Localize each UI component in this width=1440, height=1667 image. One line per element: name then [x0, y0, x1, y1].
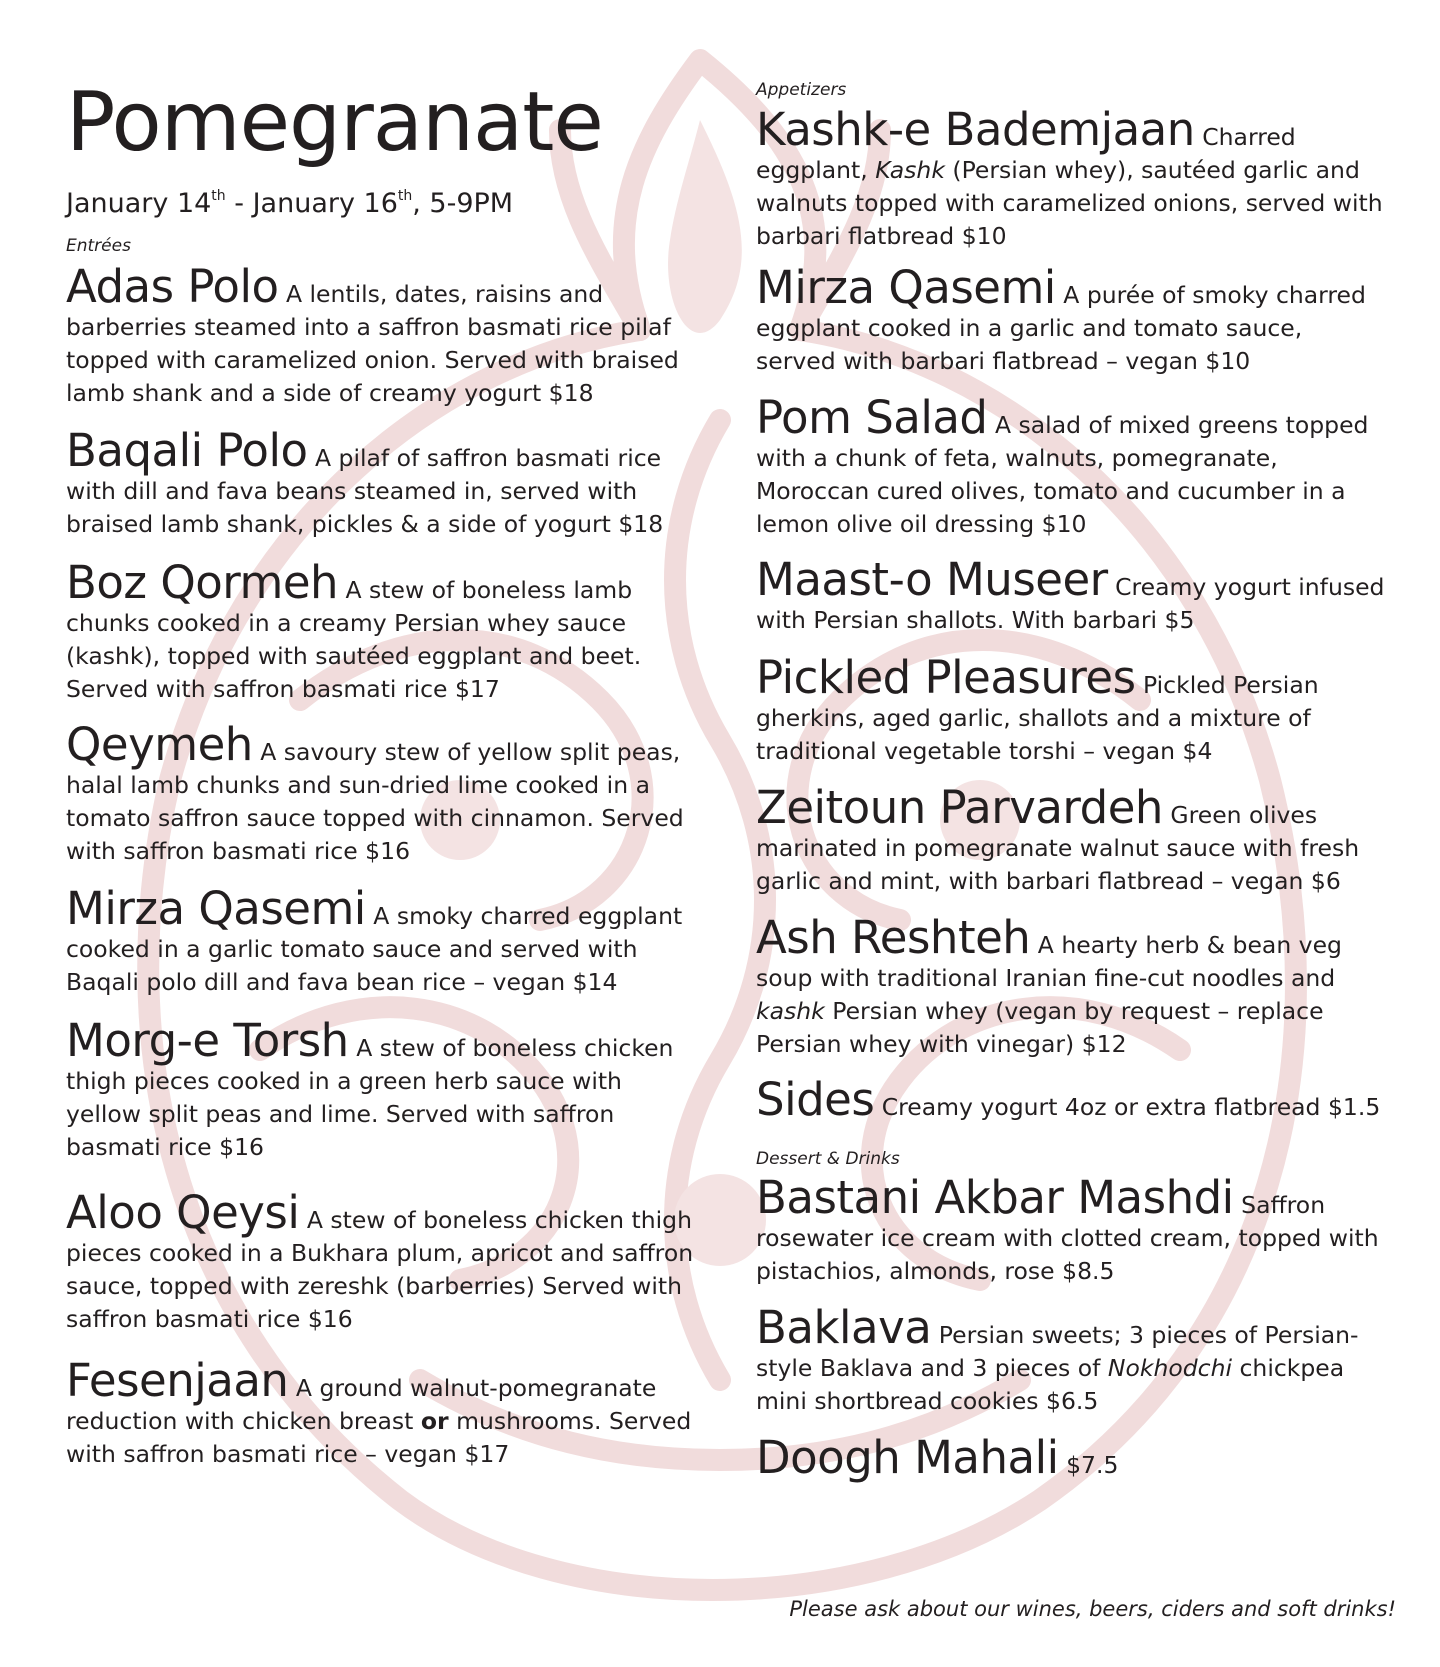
date-end: - January 16 — [225, 188, 398, 219]
date-start-sup: th — [211, 188, 226, 204]
section-desserts: Dessert & Drinks — [756, 1149, 900, 1169]
item-desc: mushrooms. Served with saffron basmati rice – vegan — [66, 1407, 692, 1468]
menu-item — [66, 882, 696, 999]
item-price: $7.5 — [1066, 1451, 1119, 1479]
item-price: $18 — [618, 510, 664, 538]
item-name: Zeitoun Parvardeh — [756, 781, 1163, 834]
item-name: Baqali Polo — [66, 424, 308, 477]
item-price: $16 — [365, 837, 411, 865]
item-desc: Persian whey (vegan by request – replace Persian whey with vinegar) — [756, 997, 1324, 1058]
item-price: $10 — [961, 222, 1007, 250]
item-desc: A stew of boneless chicken thigh pieces cooked in a green herb sauce with yellow split peas and lime. Served with saffron basmati rice — [66, 1034, 674, 1161]
item-price: $6 — [1310, 867, 1341, 895]
item-desc: A purée of smoky charred eggplant cooked in a garlic and tomato sauce, served with barbari flatbread – vegan — [756, 281, 1366, 375]
menu-item — [66, 424, 696, 541]
item-desc: Creamy yogurt infused with Persian shallots. With barbari — [756, 573, 1385, 634]
menu-item — [756, 1301, 1386, 1418]
item-price: $18 — [548, 379, 594, 407]
item-name: Aloo Qeysi — [66, 1186, 300, 1239]
item-desc: A smoky charred eggplant cooked in a garlic tomato sauce and served with Baqali polo dill and fava bean rice – vegan — [66, 902, 683, 996]
item-desc-em: Kashk — [875, 156, 945, 184]
item-name: Bastani Akbar Mashdi — [756, 1171, 1234, 1224]
item-name: Kashk-e Bademjaan — [756, 103, 1195, 156]
date-hours: , 5-9PM — [412, 188, 514, 219]
restaurant-title: Pomegranate — [66, 75, 603, 170]
item-desc: Persian sweets; 3 pieces of Persian-style Baklava and 3 pieces of — [756, 1321, 1359, 1382]
item-desc: Creamy yogurt 4oz or extra flatbread — [881, 1093, 1321, 1121]
item-desc: Saffron rosewater ice cream with clotted cream, topped with pistachios, almonds, rose — [756, 1191, 1379, 1285]
menu-item — [66, 718, 696, 868]
item-price: $6.5 — [1046, 1387, 1099, 1415]
menu-item — [756, 391, 1386, 541]
menu-item — [66, 556, 696, 706]
item-desc: Charred eggplant, — [756, 123, 1296, 184]
item-desc: A savoury stew of yellow split peas, halal lamb chunks and sun-dried lime cooked in a tomato saffron sauce topped with cinnamon. Served with saffron basmati rice — [66, 738, 684, 865]
event-dates — [66, 188, 513, 220]
item-price: $1.5 — [1327, 1093, 1381, 1121]
item-price: $5 — [1164, 606, 1195, 634]
item-name: Morg-e Torsh — [66, 1014, 349, 1067]
item-desc-or: or — [420, 1407, 449, 1435]
menu-item — [756, 911, 1386, 1061]
item-price: $14 — [572, 968, 618, 996]
menu-item — [756, 1431, 1386, 1484]
item-desc: A stew of boneless lamb chunks cooked in a creamy Persian whey sauce (kashk), topped with sautéed eggplant and beet. Served with saffron basmati rice — [66, 576, 642, 703]
item-name: Adas Polo — [66, 260, 279, 313]
date-start: January 14 — [66, 188, 212, 219]
item-name: Boz Qormeh — [66, 556, 339, 609]
section-appetizers: Appetizers — [756, 80, 847, 100]
item-price: $16 — [219, 1133, 264, 1161]
item-name: Fesenjaan — [66, 1354, 289, 1407]
menu-item — [66, 1014, 696, 1164]
menu-item — [66, 1354, 696, 1471]
item-desc: A hearty herb & bean veg soup with traditional Iranian fine-cut noodles and — [756, 931, 1342, 992]
item-price: $17 — [454, 675, 500, 703]
drinks-note: Please ask about our wines, beers, ciders and soft drinks! — [789, 1597, 1396, 1621]
menu-item — [756, 261, 1386, 378]
section-entrees: Entrées — [66, 236, 131, 256]
item-desc: A stew of boneless chicken thigh pieces cooked in a Bukhara plum, apricot and saffron sauce, topped with zereshk (barberries) Served with saffron basmati rice — [66, 1206, 694, 1333]
item-name: Mirza Qasemi — [756, 261, 1056, 314]
menu-item — [756, 651, 1386, 768]
date-end-sup: th — [397, 188, 413, 204]
item-desc-em: kashk — [756, 997, 825, 1025]
item-name: Maast-o Museer — [756, 553, 1108, 606]
item-price: $4 — [1182, 737, 1213, 765]
item-desc: A ground walnut-pomegranate reduction with chicken breast — [66, 1374, 657, 1435]
item-price: $12 — [1081, 1030, 1127, 1058]
item-desc: chickpea mini shortbread cookies — [756, 1354, 1345, 1415]
item-name: Mirza Qasemi — [66, 882, 366, 935]
item-desc: Pickled Persian gherkins, aged garlic, shallots and a mixture of traditional vegetable torshi – vegan — [756, 671, 1319, 765]
item-desc: Green olives marinated in pomegranate walnut sauce with fresh garlic and mint, with barbari flatbread – vegan — [756, 801, 1360, 895]
item-name: Baklava — [756, 1301, 932, 1354]
item-name: Sides — [756, 1073, 875, 1126]
item-desc: A pilaf of saffron basmati rice with dill and fava beans steamed in, served with braised lamb shank, pickles & a side of yogurt — [66, 444, 662, 538]
menu-item — [756, 1171, 1386, 1288]
item-price: $8.5 — [1062, 1257, 1115, 1285]
item-name: Pickled Pleasures — [756, 651, 1136, 704]
menu-item — [756, 1073, 1386, 1126]
item-desc: A lentils, dates, raisins and barberries steamed into a saffron basmati rice pilaf topped with caramelized onion. Served with braised lamb shank and a side of creamy yogurt — [66, 280, 679, 407]
item-price: $17 — [464, 1440, 510, 1468]
menu-item — [66, 260, 696, 410]
item-name: Doogh Mahali — [756, 1431, 1059, 1484]
item-name: Ash Reshteh — [756, 911, 1031, 964]
menu-item — [756, 553, 1386, 637]
item-price: $16 — [307, 1305, 353, 1333]
item-desc: (Persian whey), sautéed garlic and walnuts topped with caramelized onions, served with barbari flatbread — [756, 156, 1383, 250]
item-name: Qeymeh — [66, 718, 253, 771]
menu-item — [756, 103, 1386, 253]
item-desc: A salad of mixed greens topped with a chunk of feta, walnuts, pomegranate, Moroccan cured olives, tomato and cucumber in a lemon olive oil dressing — [756, 411, 1369, 538]
menu-item — [756, 781, 1386, 898]
item-price: $10 — [1041, 510, 1087, 538]
item-price: $10 — [1205, 347, 1251, 375]
item-desc-em: Nokhodchi — [1107, 1354, 1233, 1382]
item-name: Pom Salad — [756, 391, 988, 444]
menu-item — [66, 1186, 696, 1336]
